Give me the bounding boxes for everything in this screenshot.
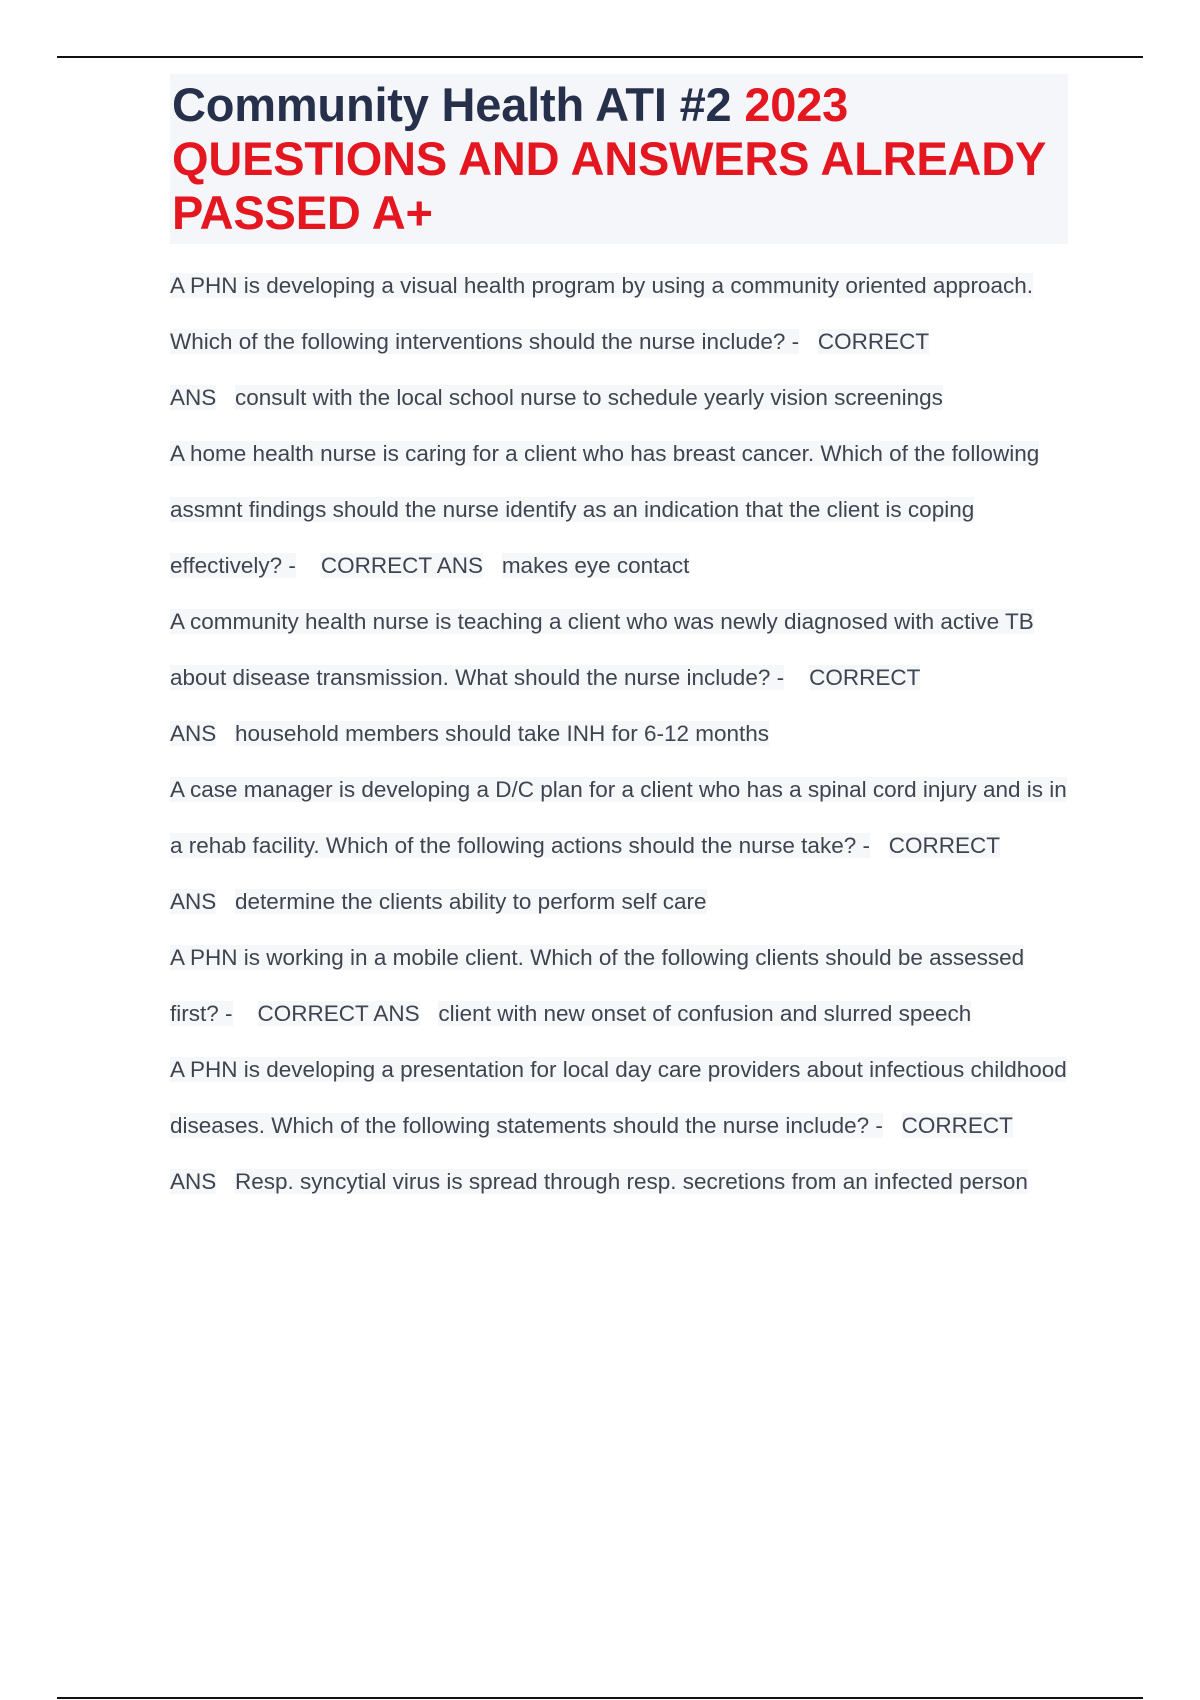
answer-marker: CORRECT ANS [170,329,930,410]
answer-text: consult with the local school nurse to schedule yearly vision screenings [235,385,943,410]
document-body [170,74,1070,1210]
title-highlight: 2023 QUESTIONS AND ANSWERS ALREADY PASSED A+ [172,78,1046,239]
answer-marker: CORRECT ANS [257,1001,420,1026]
question-text: A PHN is developing a presentation for local day care providers about infectious childhood diseases. Which of the following statements should the nurse include? - [170,1057,1067,1138]
answer-text: determine the clients ability to perform self care [235,889,707,914]
question-text: A case manager is developing a D/C plan for a client who has a spinal cord injury and is in a rehab facility. Which of the following actions should the nurse take? - [170,777,1067,858]
title-block [170,74,1068,244]
qa-item-6 [170,1042,1070,1210]
question-text: A community health nurse is teaching a client who was newly diagnosed with active TB about disease transmission. What should the nurse include? - [170,609,1034,690]
qa-item-3 [170,594,1070,762]
qa-item-5 [170,930,1070,1042]
answer-text: makes eye contact [501,553,690,578]
answer-marker: CORRECT ANS [170,833,1000,914]
question-text: A home health nurse is caring for a client who has breast cancer. Which of the following assmnt findings should the nurse identify as an indication that the client is coping effectively? - [170,441,1040,578]
qa-item-4 [170,762,1070,930]
answer-marker: CORRECT ANS [170,1113,1013,1194]
question-text: A PHN is working in a mobile client. Which of the following clients should be assessed first? - [170,945,1025,1026]
answer-text: household members should take INH for 6-12 months [235,721,770,746]
title-main: Community Health ATI #2 [172,78,732,131]
question-text: A PHN is developing a visual health program by using a community oriented approach. Which of the following interventions should the nurse include? - [170,273,1033,354]
answer-text: Resp. syncytial virus is spread through resp. secretions from an infected person [235,1169,1028,1194]
document-title [172,78,1068,240]
qa-list [170,258,1070,1210]
top-rule [57,56,1143,58]
answer-marker: CORRECT ANS [170,665,921,746]
qa-item-1 [170,258,1070,426]
bottom-rule [57,1697,1143,1699]
qa-item-2 [170,426,1070,594]
answer-text: client with new onset of confusion and slurred speech [438,1001,972,1026]
answer-marker: CORRECT ANS [320,553,484,578]
